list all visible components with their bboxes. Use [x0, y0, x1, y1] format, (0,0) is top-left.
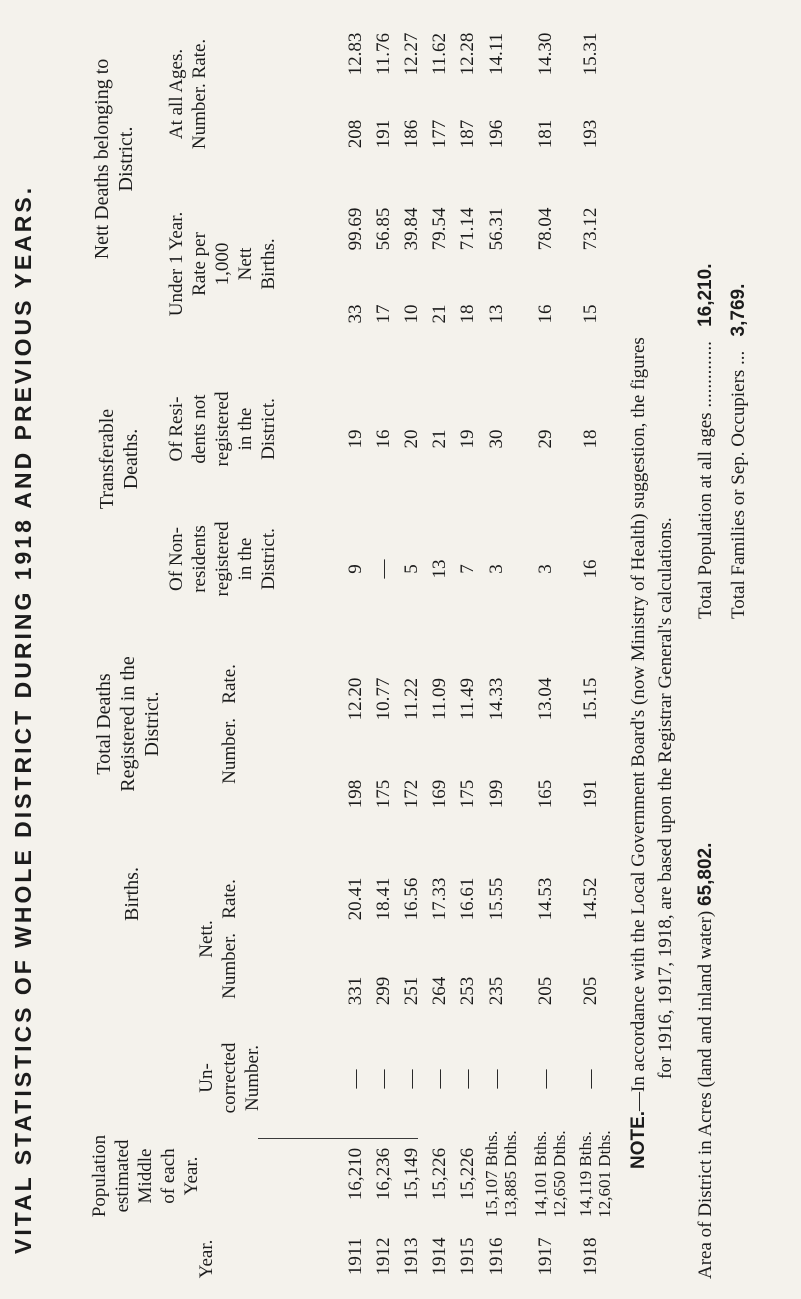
- population-total: Total Population at all ages .............. 16,210.: [695, 263, 716, 619]
- row-under1-number: 18: [457, 304, 478, 324]
- row-deaths-rate: 14.33: [486, 677, 507, 721]
- row-births-number: 251: [401, 976, 422, 1006]
- row-all-ages-number: 177: [429, 119, 450, 149]
- row-year: 1918: [580, 1237, 601, 1276]
- total-deaths-header: Total Deaths Registered in the District.: [93, 656, 163, 792]
- row-non-residents: 13: [429, 559, 450, 579]
- row-non-residents: 9: [345, 564, 366, 574]
- row-deaths-number: 198: [345, 779, 366, 809]
- row-under1-rate: 71.14: [457, 207, 478, 251]
- row-births-rate: 14.52: [580, 877, 601, 921]
- row-births-number: 205: [535, 976, 556, 1006]
- row-year: 1915: [457, 1237, 478, 1276]
- row-non-residents: 3: [486, 564, 507, 574]
- row-deaths-rate: 15.15: [580, 677, 601, 721]
- year-header: Year.: [196, 1239, 217, 1279]
- row-residents: 21: [429, 429, 450, 449]
- row-under1-rate: 73.12: [580, 207, 601, 251]
- page-title: VITAL STATISTICS OF WHOLE DISTRICT DURING 1918 AND PREVIOUS YEARS.: [10, 184, 36, 1254]
- row-uncorrected: —: [486, 1069, 507, 1089]
- row-under1-rate: 78.04: [535, 207, 556, 251]
- row-deaths-rate: 10.77: [373, 677, 394, 721]
- row-uncorrected: —: [580, 1069, 601, 1089]
- row-deaths-rate: 12.20: [345, 677, 366, 721]
- all-ages-header: At all Ages. Number. Rate.: [166, 38, 210, 150]
- row-under1-rate: 39.84: [401, 207, 422, 251]
- row-under1-number: 16: [535, 304, 556, 324]
- row-deaths-number: 191: [580, 779, 601, 809]
- row-deaths-number: 172: [401, 779, 422, 809]
- row-non-residents: 3: [535, 564, 556, 574]
- row-population: 15,226: [457, 1147, 478, 1201]
- row-population: 16,210: [345, 1147, 366, 1201]
- row-uncorrected: —: [457, 1069, 478, 1089]
- row-births-rate: 15.55: [486, 877, 507, 921]
- population-header: Population estimated Middle of each Year.: [89, 1134, 202, 1218]
- row-uncorrected: —: [429, 1069, 450, 1089]
- note-line-1: NOTE.—In accordance with the Local Government Board's (now Ministry of Health) suggestion, the figures: [628, 337, 649, 1169]
- row-all-ages-rate: 11.76: [373, 32, 394, 76]
- row-all-ages-number: 187: [457, 119, 478, 149]
- row-population: 14,101 Bths. 12,650 Dths.: [531, 1130, 569, 1218]
- row-all-ages-rate: 14.30: [535, 32, 556, 76]
- row-year: 1912: [373, 1237, 394, 1276]
- row-year: 1917: [535, 1237, 556, 1276]
- row-all-ages-number: 196: [486, 119, 507, 149]
- row-year: 1913: [401, 1237, 422, 1276]
- row-deaths-number: 175: [457, 779, 478, 809]
- row-deaths-rate: 11.49: [457, 677, 478, 721]
- row-under1-number: 17: [373, 304, 394, 324]
- row-all-ages-rate: 11.62: [429, 32, 450, 76]
- row-non-residents: 7: [457, 564, 478, 574]
- row-deaths-number: 199: [486, 779, 507, 809]
- row-residents: 29: [535, 429, 556, 449]
- row-births-rate: 18.41: [373, 877, 394, 921]
- row-deaths-number: 169: [429, 779, 450, 809]
- deaths-subheader: Number. Rate.: [219, 664, 240, 784]
- row-non-residents: 5: [401, 564, 422, 574]
- uncorrected-header: Un- corrected Number.: [196, 1042, 263, 1114]
- row-population: 15,149: [401, 1147, 422, 1201]
- nett-deaths-header: Nett Deaths belonging to District.: [91, 58, 137, 260]
- row-births-number: 299: [373, 976, 394, 1006]
- row-all-ages-number: 208: [345, 119, 366, 149]
- area-label: Area of District in Acres (land and inland water) 65,802.: [695, 842, 716, 1279]
- row-year: 1916: [486, 1237, 507, 1276]
- row-population: 15,226: [429, 1147, 450, 1201]
- row-births-number: 253: [457, 976, 478, 1006]
- row-births-rate: 20.41: [345, 877, 366, 921]
- row-year: 1911: [345, 1237, 366, 1276]
- row-births-number: 331: [345, 976, 366, 1006]
- row-uncorrected: —: [373, 1069, 394, 1089]
- row-under1-rate: 99.69: [345, 207, 366, 251]
- row-all-ages-number: 191: [373, 119, 394, 149]
- row-all-ages-number: 193: [580, 119, 601, 149]
- row-under1-rate: 56.85: [373, 207, 394, 251]
- row-all-ages-rate: 12.83: [345, 32, 366, 76]
- row-uncorrected: —: [345, 1069, 366, 1089]
- row-deaths-rate: 11.09: [429, 677, 450, 721]
- row-births-number: 235: [486, 976, 507, 1006]
- row-under1-number: 10: [401, 304, 422, 324]
- row-residents: 19: [457, 429, 478, 449]
- row-births-rate: 16.56: [401, 877, 422, 921]
- row-births-rate: 14.53: [535, 877, 556, 921]
- row-residents: 20: [401, 429, 422, 449]
- row-deaths-rate: 13.04: [535, 677, 556, 721]
- row-under1-number: 15: [580, 304, 601, 324]
- row-population: 15,107 Bths. 13,885 Dths.: [482, 1130, 520, 1218]
- non-residents-header: Of Non- residents registered in the District.: [166, 521, 279, 597]
- row-births-rate: 17.33: [429, 877, 450, 921]
- row-residents: 19: [345, 429, 366, 449]
- row-under1-number: 21: [429, 304, 450, 324]
- row-all-ages-rate: 12.27: [401, 32, 422, 76]
- row-non-residents: —: [373, 559, 394, 579]
- under1-header: Under 1 Year. Rate per 1,000 Nett Births.: [166, 211, 279, 317]
- row-year: 1914: [429, 1237, 450, 1276]
- row-uncorrected: —: [401, 1069, 422, 1089]
- row-under1-rate: 56.31: [486, 207, 507, 251]
- row-under1-number: 33: [345, 304, 366, 324]
- transferable-header: Transferable Deaths.: [96, 408, 142, 510]
- row-births-number: 264: [429, 976, 450, 1006]
- families-total: Total Families or Sep. Occupiers ... 3,769.: [728, 283, 749, 619]
- row-all-ages-number: 181: [535, 119, 556, 149]
- births-nett-header: Nett. Number. Rate.: [196, 879, 240, 999]
- row-deaths-number: 175: [373, 779, 394, 809]
- row-under1-rate: 79.54: [429, 207, 450, 251]
- note-line-2: for 1916, 1917, 1918, are based upon the Registrar General's calculations.: [655, 517, 676, 1079]
- row-residents: 18: [580, 429, 601, 449]
- births-header: Births.: [121, 867, 143, 921]
- row-residents: 16: [373, 429, 394, 449]
- row-all-ages-number: 186: [401, 119, 422, 149]
- row-all-ages-rate: 15.31: [580, 32, 601, 76]
- row-all-ages-rate: 14.11: [486, 32, 507, 76]
- row-population: 16,236: [373, 1147, 394, 1201]
- row-population: 14,119 Bths. 12,601 Dths.: [576, 1130, 614, 1218]
- row-births-number: 205: [580, 976, 601, 1006]
- row-all-ages-rate: 12.28: [457, 32, 478, 76]
- row-non-residents: 16: [580, 559, 601, 579]
- row-residents: 30: [486, 429, 507, 449]
- row-deaths-rate: 11.22: [401, 677, 422, 721]
- row-under1-number: 13: [486, 304, 507, 324]
- row-uncorrected: —: [535, 1069, 556, 1089]
- residents-header: Of Resi- dents not registered in the District.: [166, 391, 279, 467]
- row-deaths-number: 165: [535, 779, 556, 809]
- row-births-rate: 16.61: [457, 877, 478, 921]
